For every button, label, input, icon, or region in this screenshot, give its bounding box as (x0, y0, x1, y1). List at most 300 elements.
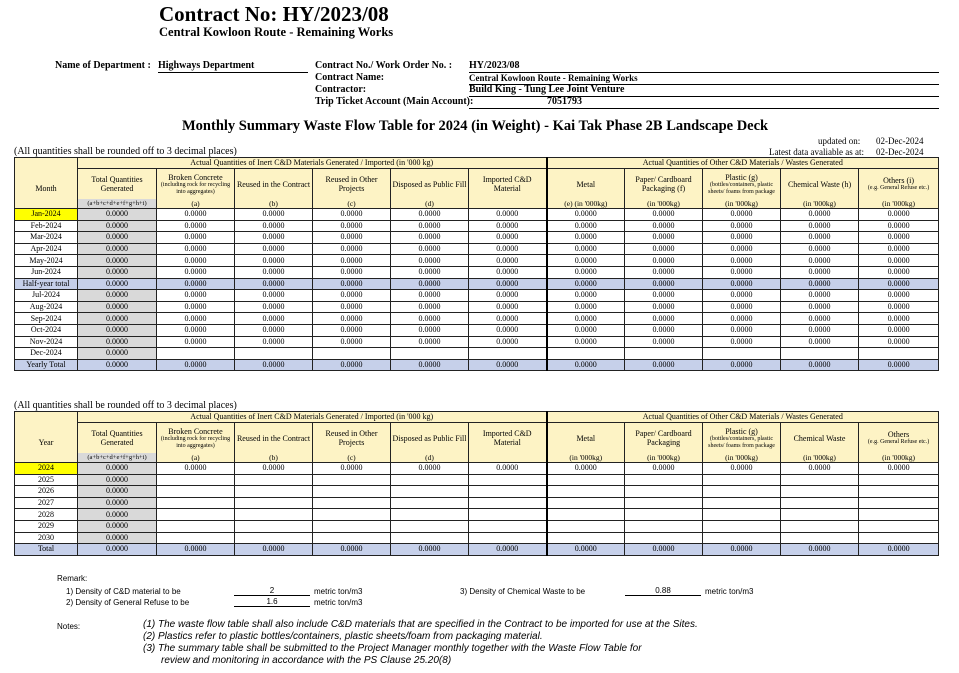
yearly-cell (625, 497, 703, 509)
monthly-cell: 0.0000 (235, 209, 313, 221)
yearly-cell (859, 497, 939, 509)
yearly-col-header-3 (313, 423, 391, 454)
yearly-col-title-3: Reused in Other Projects (325, 429, 378, 447)
remark-3-unit: metric ton/m3 (705, 587, 754, 596)
yearly-cell (781, 497, 859, 509)
table-row (15, 486, 939, 498)
monthly-cell: 0.0000 (391, 336, 469, 348)
yearly-cell (469, 509, 547, 521)
remark-1-unit: metric ton/m3 (314, 587, 363, 596)
yearly-cell (547, 509, 625, 521)
monthly-cell: 0.0000 (313, 359, 391, 371)
monthly-cell: 0.0000 (235, 313, 313, 325)
yearly-row-label: 2027 (15, 497, 78, 509)
monthly-cell: 0.0000 (625, 301, 703, 313)
monthly-cell: 0.0000 (781, 324, 859, 336)
table-row (15, 348, 939, 360)
monthly-cell: 0.0000 (157, 301, 235, 313)
yearly-row-label: 2028 (15, 509, 78, 521)
yearly-cell (313, 486, 391, 498)
monthly-col-foot-7: (in '000kg) (625, 199, 703, 209)
monthly-col-foot-10: (in '000kg) (859, 199, 939, 209)
monthly-cell: 0.0000 (391, 359, 469, 371)
yearly-cell (157, 532, 235, 544)
yearly-cell (391, 486, 469, 498)
yearly-cell: 0.0000 (781, 544, 859, 556)
monthly-cell: 0.0000 (157, 220, 235, 232)
yearly-col-foot-1: (a) (157, 453, 235, 463)
yearly-cell: 0.0000 (547, 463, 625, 475)
monthly-cell: 0.0000 (313, 313, 391, 325)
yearly-row-label: 2026 (15, 486, 78, 498)
yearly-cell (625, 532, 703, 544)
latest-data-value: 02-Dec-2024 (876, 147, 924, 157)
monthly-col-title-10: Others (i) (883, 176, 914, 185)
yearly-col-foot-2: (b) (235, 453, 313, 463)
table-row (15, 301, 939, 313)
contract-name-value: Central Kowloon Route - Remaining Works (469, 72, 939, 85)
monthly-col-title-8: Plastic (g) (725, 172, 758, 182)
monthly-cell: 0.0000 (859, 220, 939, 232)
monthly-cell: 0.0000 (391, 266, 469, 278)
yearly-cell (391, 532, 469, 544)
yearly-cell: 0.0000 (157, 463, 235, 475)
table-row (15, 278, 939, 290)
yearly-col-header-8 (703, 423, 781, 454)
monthly-cell: 0.0000 (78, 220, 157, 232)
monthly-cell (313, 348, 391, 360)
monthly-cell: 0.0000 (469, 209, 547, 221)
monthly-col-header-7 (625, 169, 703, 200)
monthly-cell: 0.0000 (78, 348, 157, 360)
contract-name-label: Contract Name: (315, 72, 385, 83)
monthly-row-label: May-2024 (15, 255, 78, 267)
monthly-cell: 0.0000 (469, 266, 547, 278)
monthly-cell: 0.0000 (313, 278, 391, 290)
yearly-cell: 0.0000 (78, 509, 157, 521)
contract-no-label: Contract No./ Work Order No. : (315, 60, 453, 71)
yearly-cell (391, 497, 469, 509)
monthly-cell: 0.0000 (157, 209, 235, 221)
contract-title: Contract No: HY/2023/08 (159, 2, 389, 26)
yearly-col-header-9 (781, 423, 859, 454)
monthly-cell: 0.0000 (157, 278, 235, 290)
yearly-cell (547, 497, 625, 509)
yearly-cell: 0.0000 (625, 544, 703, 556)
yearly-col-foot-10: (in '000kg) (859, 453, 939, 463)
contractor-label: Contractor: (315, 84, 367, 95)
latest-data-label: Latest data avaliable as at: (769, 147, 864, 157)
monthly-cell: 0.0000 (859, 324, 939, 336)
monthly-cell: 0.0000 (859, 255, 939, 267)
yearly-col-subtitle-10: (e.g. General Refuse etc.) (867, 439, 930, 445)
monthly-cell: 0.0000 (78, 243, 157, 255)
monthly-row-label: Jul-2024 (15, 290, 78, 302)
monthly-cell: 0.0000 (625, 278, 703, 290)
monthly-cell: 0.0000 (547, 359, 625, 371)
yearly-col-title-1: Broken Concrete (168, 426, 223, 436)
monthly-cell: 0.0000 (235, 266, 313, 278)
yearly-cell: 0.0000 (547, 544, 625, 556)
monthly-cell: 0.0000 (703, 336, 781, 348)
monthly-row-label: Yearly Total (15, 359, 78, 371)
yearly-cell (859, 509, 939, 521)
yearly-row-label: Total (15, 544, 78, 556)
monthly-col-title-4: Disposed as Public Fill (392, 179, 467, 189)
monthly-cell: 0.0000 (781, 301, 859, 313)
yearly-cell: 0.0000 (78, 463, 157, 475)
yearly-cell (781, 474, 859, 486)
monthly-cell: 0.0000 (78, 290, 157, 302)
yearly-cell (157, 474, 235, 486)
yearly-cell: 0.0000 (469, 463, 547, 475)
monthly-cell: 0.0000 (235, 301, 313, 313)
yearly-cell (859, 474, 939, 486)
yearly-cell: 0.0000 (391, 544, 469, 556)
yearly-cell (157, 520, 235, 532)
other-group-header: Actual Quantities of Other C&D Materials / Wastes Generated (547, 158, 939, 169)
yearly-cell: 0.0000 (78, 520, 157, 532)
monthly-cell: 0.0000 (859, 313, 939, 325)
table-row (15, 313, 939, 325)
monthly-cell: 0.0000 (391, 232, 469, 244)
monthly-cell: 0.0000 (703, 313, 781, 325)
yearly-cell (547, 532, 625, 544)
monthly-cell: 0.0000 (703, 324, 781, 336)
monthly-cell: 0.0000 (391, 209, 469, 221)
monthly-col-foot-3: (c) (313, 199, 391, 209)
table-row (15, 243, 939, 255)
yearly-cell (625, 520, 703, 532)
monthly-cell: 0.0000 (78, 266, 157, 278)
monthly-cell: 0.0000 (625, 220, 703, 232)
yearly-col-subtitle-1: (including rock for recycling into aggregates) (160, 435, 231, 449)
trip-ticket-label: Trip Ticket Account (Main Account): (315, 96, 474, 107)
monthly-cell: 0.0000 (547, 209, 625, 221)
monthly-cell: 0.0000 (703, 255, 781, 267)
monthly-col-header-0 (78, 169, 157, 200)
monthly-row-label: Oct-2024 (15, 324, 78, 336)
yearly-cell (703, 497, 781, 509)
monthly-col-foot-6: (e) (in '000kg) (547, 199, 625, 209)
yearly-cell: 0.0000 (235, 463, 313, 475)
monthly-waste-table (14, 157, 939, 371)
monthly-cell: 0.0000 (313, 266, 391, 278)
yearly-col-subtitle-8: (bottles/containers, plastic sheets/ foams from package (708, 435, 775, 449)
remark-1-value: 2 (234, 586, 310, 596)
yearly-cell: 0.0000 (235, 544, 313, 556)
yearly-cell (235, 520, 313, 532)
yearly-cell: 0.0000 (391, 463, 469, 475)
monthly-row-label: Jun-2024 (15, 266, 78, 278)
monthly-col-header-3 (313, 169, 391, 200)
monthly-cell: 0.0000 (313, 324, 391, 336)
yearly-cell: 0.0000 (313, 544, 391, 556)
monthly-cell: 0.0000 (781, 266, 859, 278)
yearly-cell (235, 509, 313, 521)
contract-no-value: HY/2023/08 (469, 60, 939, 73)
yearly-col-title-10: Others (887, 430, 910, 439)
monthly-cell (859, 348, 939, 360)
monthly-col-foot-2: (b) (235, 199, 313, 209)
monthly-cell: 0.0000 (313, 232, 391, 244)
yearly-col-header-2 (235, 423, 313, 454)
monthly-cell (235, 348, 313, 360)
monthly-col-title-6: Metal (576, 179, 596, 189)
yearly-col-title-6: Metal (576, 433, 596, 443)
monthly-cell: 0.0000 (781, 359, 859, 371)
monthly-cell: 0.0000 (781, 220, 859, 232)
monthly-cell: 0.0000 (547, 278, 625, 290)
monthly-cell: 0.0000 (469, 359, 547, 371)
yearly-cell (313, 474, 391, 486)
monthly-cell: 0.0000 (157, 243, 235, 255)
monthly-col-title-1: Broken Concrete (168, 172, 223, 182)
yearly-col-header-4 (391, 423, 469, 454)
rounding-note-1: (All quantities shall be rounded off to 3 decimal places) (14, 146, 237, 157)
yearly-cell: 0.0000 (78, 497, 157, 509)
yearly-col-title-8: Plastic (g) (725, 426, 758, 436)
remark-2-value: 1.6 (234, 597, 310, 607)
monthly-cell: 0.0000 (157, 313, 235, 325)
monthly-cell: 0.0000 (859, 243, 939, 255)
table-row (15, 509, 939, 521)
yearly-cell (469, 532, 547, 544)
monthly-cell (469, 348, 547, 360)
yearly-cell (703, 486, 781, 498)
monthly-cell: 0.0000 (547, 220, 625, 232)
yearly-col-title-9: Chemical Waste (793, 433, 846, 443)
monthly-cell: 0.0000 (547, 243, 625, 255)
inert-group-header-yearly: Actual Quantities of Inert C&D Materials Generated / Imported (in '000 kg) (78, 412, 547, 423)
monthly-cell: 0.0000 (469, 336, 547, 348)
trip-ticket-value: 7051793 (469, 96, 939, 109)
note-3: (3) The summary table shall be submitted to the Project Manager monthly together with the Waste Flow Table for (143, 643, 642, 654)
yearly-cell (547, 474, 625, 486)
yearly-col-foot-9: (in '000kg) (781, 453, 859, 463)
note-1: (1) The waste flow table shall also include C&D materials that are specified in the Contract to be imported for use at the Sites. (143, 619, 698, 630)
monthly-cell: 0.0000 (391, 255, 469, 267)
yearly-cell: 0.0000 (157, 544, 235, 556)
yearly-cell: 0.0000 (859, 463, 939, 475)
notes-label: Notes: (57, 622, 81, 631)
remark-3-value: 0.88 (625, 586, 701, 596)
monthly-col-header-4 (391, 169, 469, 200)
table-row (15, 336, 939, 348)
monthly-cell: 0.0000 (547, 290, 625, 302)
monthly-cell: 0.0000 (157, 232, 235, 244)
monthly-cell: 0.0000 (78, 209, 157, 221)
monthly-cell: 0.0000 (625, 232, 703, 244)
table-row (15, 324, 939, 336)
monthly-cell: 0.0000 (78, 359, 157, 371)
monthly-cell: 0.0000 (391, 301, 469, 313)
monthly-cell (157, 348, 235, 360)
yearly-cell (859, 532, 939, 544)
yearly-row-label: 2024 (15, 463, 78, 475)
yearly-col-title-2: Reused in the Contract (236, 433, 311, 443)
remark-3-text: 3) Density of Chemical Waste to be (460, 587, 586, 596)
monthly-cell: 0.0000 (859, 232, 939, 244)
monthly-cell: 0.0000 (78, 336, 157, 348)
table-row (15, 255, 939, 267)
monthly-col-title-9: Chemical Waste (h) (787, 179, 852, 189)
yearly-waste-table (14, 411, 939, 556)
yearly-cell (781, 509, 859, 521)
monthly-col-subtitle-1: (including rock for recycling into aggregates) (160, 181, 231, 195)
monthly-col-foot-5 (469, 199, 547, 209)
monthly-cell: 0.0000 (859, 209, 939, 221)
yearly-cell (547, 486, 625, 498)
monthly-col-title-5: Imported C&D Material (482, 175, 532, 193)
monthly-cell: 0.0000 (469, 255, 547, 267)
monthly-cell: 0.0000 (625, 290, 703, 302)
remark-label: Remark: (57, 574, 88, 583)
monthly-col-foot-9: (in '000kg) (781, 199, 859, 209)
monthly-first-col-header: Month (15, 169, 78, 209)
monthly-cell: 0.0000 (235, 232, 313, 244)
monthly-cell: 0.0000 (625, 359, 703, 371)
monthly-cell: 0.0000 (157, 255, 235, 267)
monthly-cell: 0.0000 (469, 324, 547, 336)
monthly-col-title-0: Total Quantities Generated (91, 175, 143, 193)
yearly-col-foot-7: (in '000kg) (625, 453, 703, 463)
table-row (15, 497, 939, 509)
yearly-cell (703, 509, 781, 521)
yearly-cell: 0.0000 (703, 463, 781, 475)
remark-2-text: 2) Density of General Refuse to be (66, 598, 190, 607)
monthly-cell: 0.0000 (625, 209, 703, 221)
remark-1-text: 1) Density of C&D material to be (66, 587, 181, 596)
note-2: (2) Plastics refer to plastic bottles/containers, plastic sheets/foam from packaging material. (143, 631, 543, 642)
monthly-cell: 0.0000 (547, 336, 625, 348)
monthly-cell: 0.0000 (859, 290, 939, 302)
yearly-col-foot-4: (d) (391, 453, 469, 463)
monthly-col-title-3: Reused in Other Projects (325, 175, 378, 193)
monthly-col-header-8 (703, 169, 781, 200)
yearly-cell (235, 474, 313, 486)
monthly-cell: 0.0000 (391, 220, 469, 232)
monthly-col-header-6 (547, 169, 625, 200)
monthly-cell: 0.0000 (313, 336, 391, 348)
yearly-first-col-header: Year (15, 423, 78, 463)
other-group-header-yearly: Actual Quantities of Other C&D Materials / Wastes Generated (547, 412, 939, 423)
monthly-cell: 0.0000 (313, 301, 391, 313)
monthly-cell: 0.0000 (78, 278, 157, 290)
monthly-cell: 0.0000 (781, 209, 859, 221)
table-row (15, 520, 939, 532)
monthly-col-foot-0: (a+b+c+d+e+f+g+h+i) (78, 199, 157, 209)
monthly-cell: 0.0000 (313, 243, 391, 255)
contractor-value: Build King - Tung Lee Joint Venture (469, 84, 939, 97)
yearly-col-foot-0: (a+b+c+d+e+f+g+h+i) (78, 453, 157, 463)
yearly-cell (313, 520, 391, 532)
monthly-cell: 0.0000 (391, 278, 469, 290)
yearly-cell (235, 486, 313, 498)
table-row (15, 359, 939, 371)
monthly-cell: 0.0000 (781, 313, 859, 325)
monthly-row-label: Half-year total (15, 278, 78, 290)
monthly-cell: 0.0000 (235, 324, 313, 336)
monthly-cell: 0.0000 (625, 255, 703, 267)
monthly-cell: 0.0000 (391, 324, 469, 336)
yearly-cell (625, 509, 703, 521)
yearly-col-title-4: Disposed as Public Fill (392, 433, 467, 443)
monthly-cell: 0.0000 (703, 278, 781, 290)
monthly-row-label: Aug-2024 (15, 301, 78, 313)
monthly-cell: 0.0000 (781, 336, 859, 348)
monthly-cell: 0.0000 (469, 220, 547, 232)
monthly-cell: 0.0000 (78, 313, 157, 325)
yearly-cell: 0.0000 (78, 486, 157, 498)
yearly-cell: 0.0000 (859, 544, 939, 556)
monthly-row-label: Mar-2024 (15, 232, 78, 244)
updated-label: updated on: (818, 136, 861, 146)
monthly-cell: 0.0000 (469, 290, 547, 302)
monthly-cell: 0.0000 (157, 359, 235, 371)
yearly-cell: 0.0000 (78, 474, 157, 486)
monthly-cell: 0.0000 (625, 324, 703, 336)
yearly-cell (469, 520, 547, 532)
yearly-cell: 0.0000 (78, 544, 157, 556)
department-label: Name of Department : (55, 60, 151, 71)
yearly-col-header-7 (625, 423, 703, 454)
monthly-cell: 0.0000 (703, 220, 781, 232)
monthly-cell: 0.0000 (78, 255, 157, 267)
monthly-row-label: Jan-2024 (15, 209, 78, 221)
table-row (15, 474, 939, 486)
monthly-cell: 0.0000 (703, 359, 781, 371)
yearly-cell (157, 509, 235, 521)
yearly-row-label: 2025 (15, 474, 78, 486)
yearly-cell (469, 497, 547, 509)
yearly-cell (703, 532, 781, 544)
yearly-cell (781, 532, 859, 544)
monthly-cell: 0.0000 (859, 301, 939, 313)
monthly-cell: 0.0000 (703, 243, 781, 255)
monthly-col-subtitle-10: (e.g. General Refuse etc.) (867, 185, 930, 191)
yearly-cell (781, 520, 859, 532)
yearly-cell (235, 497, 313, 509)
monthly-cell: 0.0000 (235, 336, 313, 348)
table-row (15, 220, 939, 232)
monthly-cell (625, 348, 703, 360)
yearly-col-header-10 (859, 423, 939, 454)
monthly-cell: 0.0000 (469, 243, 547, 255)
yearly-col-title-7: Paper/ Cardboard Packaging (635, 429, 692, 447)
monthly-col-foot-1: (a) (157, 199, 235, 209)
monthly-cell: 0.0000 (703, 209, 781, 221)
note-3-cont: review and monitoring in accordance with the PS Clause 25.20(8) (161, 655, 452, 666)
yearly-cell (313, 532, 391, 544)
monthly-cell: 0.0000 (391, 290, 469, 302)
monthly-cell: 0.0000 (78, 324, 157, 336)
monthly-cell: 0.0000 (781, 255, 859, 267)
yearly-cell: 0.0000 (78, 532, 157, 544)
monthly-cell: 0.0000 (625, 313, 703, 325)
yearly-cell (313, 497, 391, 509)
updated-value: 02-Dec-2024 (876, 136, 924, 146)
yearly-cell (235, 532, 313, 544)
monthly-cell: 0.0000 (781, 278, 859, 290)
monthly-cell: 0.0000 (547, 255, 625, 267)
yearly-cell: 0.0000 (703, 544, 781, 556)
monthly-cell: 0.0000 (547, 324, 625, 336)
yearly-row-label: 2029 (15, 520, 78, 532)
monthly-row-label: Dec-2024 (15, 348, 78, 360)
monthly-cell: 0.0000 (235, 220, 313, 232)
yearly-col-foot-3: (c) (313, 453, 391, 463)
